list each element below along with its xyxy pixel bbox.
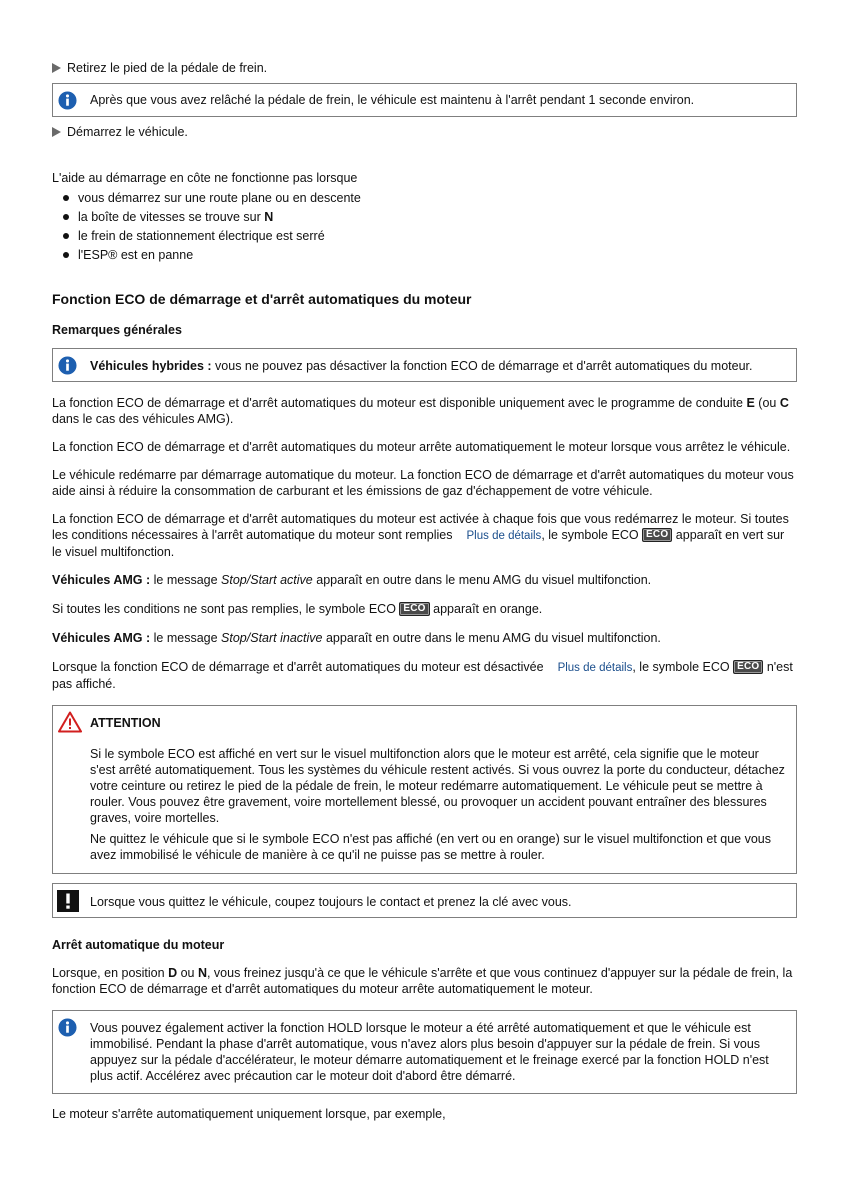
paragraph: La fonction ECO de démarrage et d'arrêt automatiques du moteur est activée à chaque fois que vous redémarrez le moteur. Si toutes les conditions nécessaires à l'arrêt automatique du moteur sont remplies Plus de détails, le symbole ECO ECO apparaît en vert sur le visuel multifonction. [52, 512, 789, 559]
info-note-text: Vous pouvez également activer la fonction HOLD lorsque le moteur a été arrêté automatiquement et que le véhicule est immobilisé. Pendant la phase d'arrêt automatique, vous n'avez alors plus besoin d'appuyer sur la pédale de frein. Si vous appuyez sur la pédale d'accélérateur, le moteur démarre automatiquement et le freinage exercé par la fonction HOLD n'est plus actif. Accélérez avec précaution car le moteur doit d'abord être démarré. [90, 1021, 769, 1083]
warning-text: Ne quittez le véhicule que si le symbole ECO n'est pas affiché (en vert ou en orange) sur le visuel multifonction et que vous avez immobilisé le véhicule de manière à ce qu'il ne puisse pas se mettre à rouler. [90, 832, 771, 862]
step-text: Démarrez le véhicule. [67, 125, 188, 139]
info-note-text: Après que vous avez relâché la pédale de frein, le véhicule est maintenu à l'arrêt pendant 1 seconde environ. [90, 93, 695, 107]
paragraph: La fonction ECO de démarrage et d'arrêt automatiques du moteur arrête automatiquement le moteur lorsque vous arrêtez le véhicule. [52, 440, 791, 454]
more-details-link[interactable]: Plus de détails [466, 530, 542, 542]
notice-box [52, 883, 797, 918]
eco-symbol-icon: ECO [733, 660, 763, 674]
step-arrow-icon [52, 63, 61, 73]
list-item: le frein de stationnement électrique est serré [78, 228, 797, 244]
list-item: vous démarrez sur une route plane ou en descente [78, 190, 797, 206]
step-text: Retirez le pied de la pédale de frein. [67, 61, 268, 75]
warning-title: ATTENTION [90, 716, 161, 730]
paragraph: Véhicules AMG : le message Stop/Start active apparaît en outre dans le menu AMG du visuel multifonction. [52, 573, 652, 587]
paragraph: La fonction ECO de démarrage et d'arrêt automatiques du moteur est disponible uniquement avec le programme de conduite E (ou C dans le cas des véhicules AMG). [52, 396, 789, 426]
section-heading-eco: Fonction ECO de démarrage et d'arrêt automatiques du moteur [52, 291, 472, 307]
step-release-brake [52, 60, 797, 76]
info-icon [58, 1018, 77, 1037]
hill-start-conditions [52, 190, 797, 263]
exclamation-icon [57, 890, 79, 912]
info-note-brake [52, 83, 797, 117]
subheading-auto-stop: Arrêt automatique du moteur [52, 938, 225, 952]
eco-symbol-icon: ECO [642, 528, 672, 542]
paragraph: Lorsque la fonction ECO de démarrage et d'arrêt automatiques du moteur est désactivée Plus de détails, le symbole ECO ECO n'est pas affiché. [52, 660, 793, 691]
paragraph: Le véhicule redémarre par démarrage automatique du moteur. La fonction ECO de démarrage et d'arrêt automatiques du moteur vous aide ainsi à réduire la consommation de carburant et les émissions de gaz d'échappement de votre véhicule. [52, 468, 794, 498]
step-start-vehicle [52, 124, 797, 140]
eco-symbol-icon: ECO [399, 602, 429, 616]
notice-text: Lorsque vous quittez le véhicule, coupez toujours le contact et prenez la clé avec vous. [90, 895, 572, 909]
list-item: la boîte de vitesses se trouve sur N [78, 209, 797, 225]
info-note-hybrid [52, 348, 797, 382]
paragraph: Le moteur s'arrête automatiquement uniquement lorsque, par exemple, [52, 1107, 446, 1121]
warning-triangle-icon [58, 711, 82, 733]
manual-page [52, 60, 797, 1122]
paragraph: Véhicules AMG : le message Stop/Start inactive apparaît en outre dans le menu AMG du visuel multifonction. [52, 631, 661, 645]
warning-box [52, 705, 797, 874]
subheading-general: Remarques générales [52, 323, 182, 337]
step-arrow-icon [52, 127, 61, 137]
paragraph: Si toutes les conditions ne sont pas remplies, le symbole ECO ECO apparaît en orange. [52, 602, 543, 616]
info-note-hold [52, 1010, 797, 1094]
info-icon [58, 356, 77, 375]
list-item: l'ESP® est en panne [78, 247, 797, 263]
more-details-link[interactable]: Plus de détails [557, 662, 633, 674]
warning-text: Si le symbole ECO est affiché en vert sur le visuel multifonction alors que le moteur est arrêté, cela signifie que le moteur s'est arrêté automatiquement. Tous les systèmes du véhicule restent activés. Si vous ouvrez la porte du conducteur, détachez votre ceinture ou retirez le pied de la pédale de frein, le moteur redémarre automatiquement. Le véhicule peut se mettre à rouler. Vous pouvez être gravement, voire mortellement blessé, ou provoquer un accident pouvant entraîner des blessures graves, voire mortelles. [90, 747, 785, 825]
info-icon [58, 91, 77, 110]
hill-start-intro: L'aide au démarrage en côte ne fonctionne pas lorsque [52, 171, 358, 185]
info-note-text: Véhicules hybrides : vous ne pouvez pas désactiver la fonction ECO de démarrage et d'arrêt automatiques du moteur. [90, 359, 753, 373]
paragraph: Lorsque, en position D ou N, vous freinez jusqu'à ce que le véhicule s'arrête et que vous continuez d'appuyer sur la pédale de frein, la fonction ECO de démarrage et d'arrêt automatiques du moteur arrête automatiquement le moteur. [52, 966, 793, 996]
